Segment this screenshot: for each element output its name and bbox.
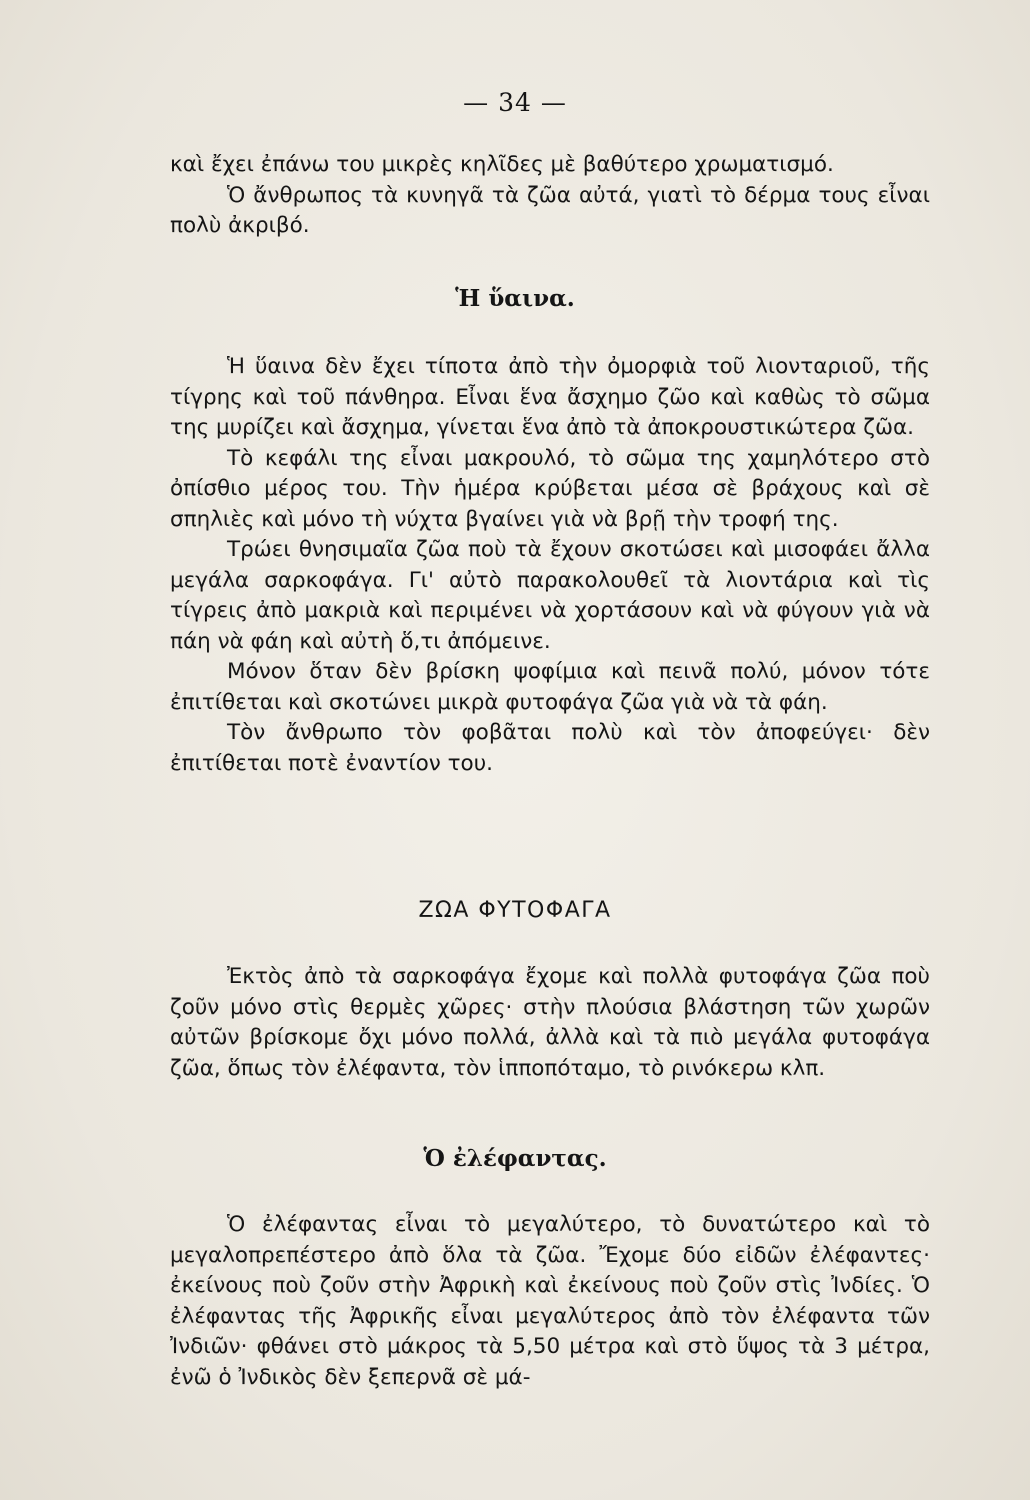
herbivores-heading: ΖΩΑ ΦΥΤΟΦΑΓΑ [418, 898, 612, 923]
herbivores-section [170, 962, 930, 1084]
hyena-paragraph-5: Τὸν ἄνθρωπο τὸν φοβᾶται πολὺ καὶ τὸν ἀποφεύγει· δὲν ἐπιτίθεται ποτὲ ἐναντίον του. [170, 720, 930, 776]
hyena-paragraph-3: Τρώει θνησιμαῖα ζῶα ποὺ τὰ ἔχουν σκοτώσει καὶ μισοφάει ἄλλα μεγάλα σαρκοφάγα. Γι' αὐτὸ παρακολουθεῖ τὰ λιοντάρια καὶ τὶς τίγρεις ἀπὸ μακριὰ καὶ περιμένει νὰ χορτάσουν καὶ νὰ φύγουν γιὰ νὰ πάη νὰ φάη καὶ αὐτὴ ὅ,τι ἀπόμεινε. [170, 537, 930, 654]
hyena-heading: Ἡ ὕαινα. [455, 285, 575, 312]
hyena-paragraph-2: Τὸ κεφάλι της εἶναι μακρουλό, τὸ σῶμα της χαμηλότερο στὸ ὀπίσθιο μέρος του. Τὴν ἡμέρα κρύβεται μέσα σὲ βράχους καὶ σὲ σπηλιὲς καὶ μόνο τὴ νύχτα βγαίνει γιὰ νὰ βρῇ τὴν τροφή της. [170, 445, 930, 532]
hyena-paragraph-4: Μόνον ὅταν δὲν βρίσκη ψοφίμια καὶ πεινᾶ πολύ, μόνον τότε ἐπιτίθεται καὶ σκοτώνει μικρὰ φυτοφάγα ζῶα γιὰ νὰ τὰ φάη. [170, 659, 930, 715]
intro-block [170, 150, 930, 242]
intro-line: καὶ ἔχει ἐπάνω του μικρὲς κηλῖδες μὲ βαθύτερο χρωματισμό. [170, 152, 834, 177]
page-number: — 34 — [463, 88, 567, 117]
hyena-section [170, 352, 930, 779]
herbivores-paragraph: Ἐκτὸς ἀπὸ τὰ σαρκοφάγα ἔχομε καὶ πολλὰ φυτοφάγα ζῶα ποὺ ζοῦν μόνο στὶς θερμὲς χῶρες· στὴν πλούσια βλάστηση τῶν χωρῶν αὐτῶν βρίσκομε ὄχι μόνο πολλά, ἀλλὰ καὶ τὰ πιὸ μεγάλα φυτοφάγα ζῶα, ὅπως τὸν ἐλέφαντα, τὸν ἱπποπόταμο, τὸ ρινόκερω κλπ. [170, 964, 930, 1081]
elephant-heading: Ὁ ἐλέφαντας. [423, 1145, 607, 1172]
hyena-paragraph-1: Ἡ ὕαινα δὲν ἔχει τίποτα ἀπὸ τὴν ὀμορφιὰ τοῦ λιονταριοῦ, τῆς τίγρης καὶ τοῦ πάνθηρα. Εἶναι ἕνα ἄσχημο ζῶο καὶ καθὼς τὸ σῶμα της μυρίζει καὶ ἄσχημα, γίνεται ἕνα ἀπὸ τὰ ἀποκρουστικώτερα ζῶα. [170, 354, 930, 440]
elephant-paragraph: Ὁ ἐλέφαντας εἶναι τὸ μεγαλύτερο, τὸ δυνατώτερο καὶ τὸ μεγαλοπρεπέστερο ἀπὸ ὅλα τὰ ζῶα. Ἔχομε δύο εἰδῶν ἐλέφαντες· ἐκείνους ποὺ ζοῦν στὴν Ἀφρικὴ καὶ ἐκείνους ποὺ ζοῦν στὶς Ἰνδίες. Ὁ ἐλέφαντας τῆς Ἀφρικῆς εἶναι μεγαλύτερος ἀπὸ τὸν ἐλέφαντα τῶν Ἰνδιῶν· φθάνει στὸ μάκρος τὰ 5,50 μέτρα καὶ στὸ ὕψος τὰ 3 μέτρα, ἐνῶ ὁ Ἰνδικὸς δὲν ξεπερνᾶ σὲ μά- [170, 1212, 930, 1390]
elephant-section [170, 1210, 930, 1393]
intro-paragraph: Ὁ ἄνθρωπος τὰ κυνηγᾶ τὰ ζῶα αὐτά, γιατὶ τὸ δέρμα τους εἶναι πολὺ ἀκριβό. [170, 182, 930, 238]
